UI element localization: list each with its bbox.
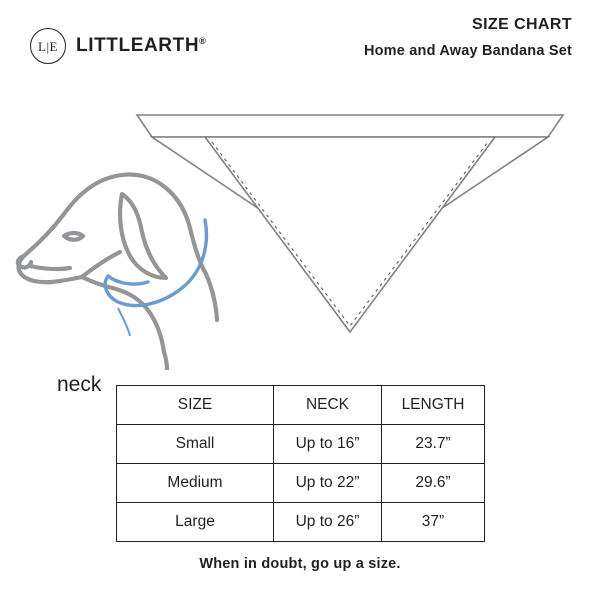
cell-length-large: 37” (382, 503, 485, 542)
littlearth-monogram-icon (30, 28, 66, 64)
cell-neck-small: Up to 16” (274, 425, 382, 464)
monogram-text: L|E (38, 38, 58, 54)
brand-logo (30, 28, 206, 64)
cell-length-medium: 29.6” (382, 464, 485, 503)
table-header-size: SIZE (117, 386, 274, 425)
bandana-shape (137, 115, 563, 332)
brand-name-text: LITTLEARTH (76, 35, 200, 56)
table-header-row (117, 386, 485, 425)
title-block (364, 16, 572, 59)
neck-label: neck (57, 373, 102, 396)
table-row (117, 503, 485, 542)
table-header-length: LENGTH (382, 386, 485, 425)
table-header-neck: NECK (274, 386, 382, 425)
cell-length-small: 23.7” (382, 425, 485, 464)
table-row (117, 425, 485, 464)
cell-size-large: Large (117, 503, 274, 542)
cell-neck-medium: Up to 22” (274, 464, 382, 503)
table-row (117, 464, 485, 503)
registered-mark: ® (199, 36, 207, 46)
size-table-wrapper (116, 385, 484, 542)
page-title: SIZE CHART (472, 16, 572, 33)
cell-size-small: Small (117, 425, 274, 464)
page-subtitle: Home and Away Bandana Set (363, 43, 572, 59)
dog-head-outline (18, 175, 217, 371)
cell-neck-large: Up to 26” (274, 503, 382, 542)
neck-leader-line (118, 308, 130, 336)
product-illustration (0, 70, 600, 396)
footnote: When in doubt, go up a size. (199, 556, 401, 572)
cell-size-medium: Medium (117, 464, 274, 503)
size-table (116, 385, 485, 542)
brand-name (76, 35, 206, 57)
